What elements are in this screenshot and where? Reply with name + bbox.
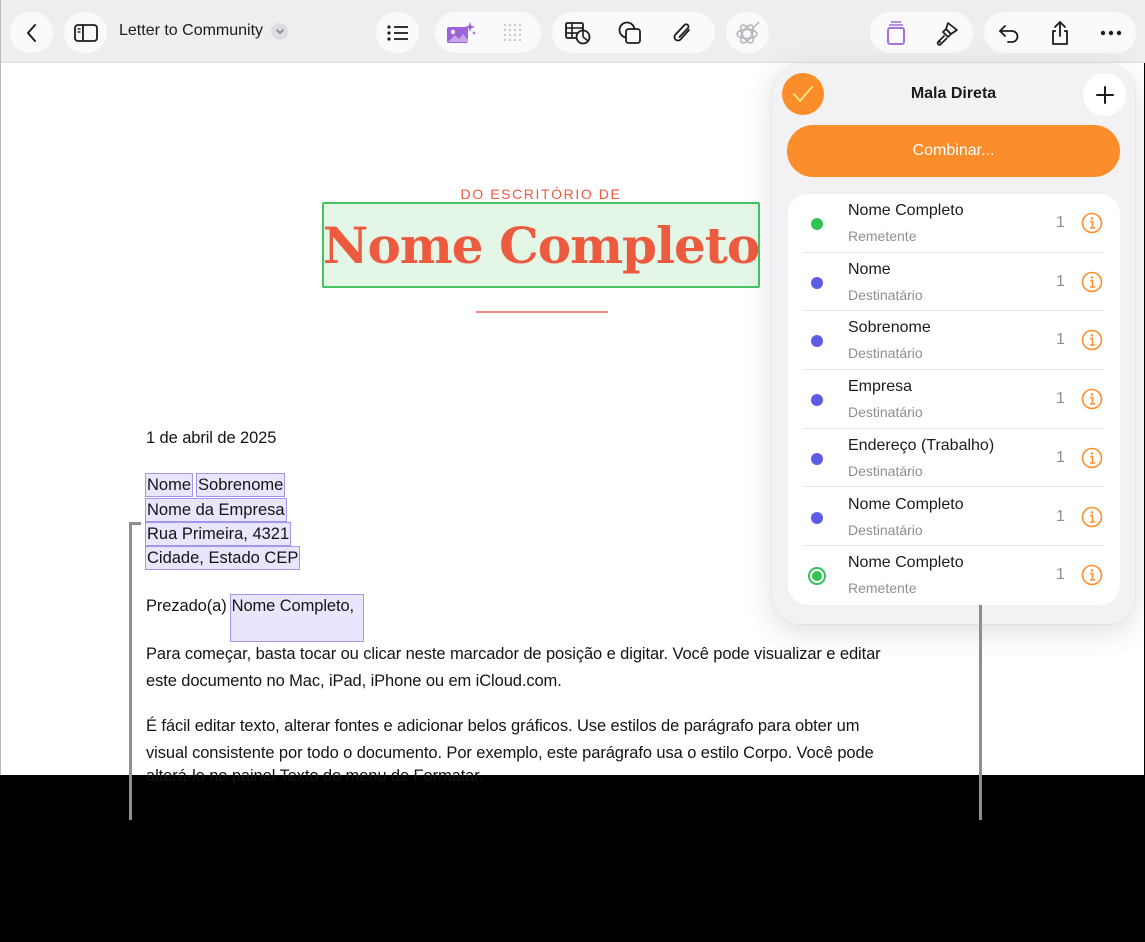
document-pages-icon <box>885 20 907 46</box>
sidebar-icon <box>73 23 99 43</box>
chevron-left-icon <box>25 23 39 43</box>
field-count: 1 <box>1056 272 1065 290</box>
back-button[interactable] <box>10 12 53 53</box>
field-source: Destinatário <box>848 345 923 362</box>
merge-field-last-name[interactable]: Sobrenome <box>196 473 285 497</box>
more-button[interactable] <box>1085 12 1136 53</box>
toolbar <box>1 0 1145 63</box>
list-bullet-icon <box>387 25 409 41</box>
field-name: Sobrenome <box>848 319 931 337</box>
field-source: Remetente <box>848 580 917 597</box>
writing-tools-button[interactable] <box>726 12 769 53</box>
list-button[interactable] <box>376 12 419 53</box>
letterhead-name: Nome Completo <box>322 215 760 275</box>
document-title: Letter to Community <box>119 22 264 39</box>
paragraph-intro-line-2: este documento no Mac, iPad, iPhone ou em iCloud.com. <box>146 671 562 690</box>
info-icon[interactable] <box>1081 212 1103 234</box>
paragraph-styles[interactable] <box>146 713 874 766</box>
field-source: Destinatário <box>848 404 923 421</box>
paragraph-intro-line-1: Para começar, basta tocar ou clicar neste marcador de posição e digitar. Você pode visualizar e editar <box>146 645 881 663</box>
info-icon[interactable] <box>1081 388 1103 410</box>
field-count: 1 <box>1056 214 1065 231</box>
callout-tick-left <box>129 522 141 525</box>
share-icon <box>1049 20 1071 46</box>
document-setup-button[interactable] <box>870 12 922 53</box>
letter-date[interactable]: 1 de abril de 2025 <box>146 429 277 447</box>
attachment-button[interactable] <box>656 12 708 53</box>
insert-group <box>552 12 715 53</box>
merge-field-full-name[interactable]: Nome Completo, <box>230 594 364 642</box>
letterhead-divider <box>476 311 608 313</box>
media-group <box>435 12 541 53</box>
format-button[interactable] <box>922 12 974 53</box>
address-line-name <box>145 473 285 497</box>
field-name: Endereço (Trabalho) <box>848 436 995 454</box>
field-name: Nome Completo <box>848 495 964 513</box>
field-count: 1 <box>1056 448 1065 466</box>
sidebar-toggle-button[interactable] <box>64 12 107 53</box>
field-color-dot-icon <box>811 453 823 465</box>
document-title-menu[interactable] <box>119 22 288 40</box>
callout-line-right <box>979 605 982 820</box>
image-playground-button[interactable] <box>435 12 487 53</box>
mail-merge-popover <box>772 64 1135 624</box>
plus-icon <box>1095 85 1115 105</box>
paragraph-intro[interactable] <box>146 641 881 694</box>
address-line-company <box>145 498 287 522</box>
field-color-dot-icon <box>808 567 826 585</box>
paragraph-styles-line-2: visual consistente por todo o documento. Por exemplo, este parágrafo usa o estilo Corpo. Você pode <box>146 743 874 762</box>
table-chart-icon <box>564 21 592 45</box>
field-color-dot-icon <box>811 335 823 347</box>
field-source: Destinatário <box>848 286 923 303</box>
field-color-dot-icon <box>811 218 823 230</box>
merge-field-row[interactable] <box>788 194 1120 253</box>
document-format-group <box>870 12 973 53</box>
popover-title: Mala Direta <box>910 85 997 102</box>
merge-field-row[interactable] <box>788 546 1120 605</box>
chevron-down-icon <box>271 23 288 40</box>
info-icon[interactable] <box>1081 329 1103 351</box>
field-count: 1 <box>1056 390 1065 408</box>
field-name: Nome Completo <box>848 554 964 572</box>
paragraph-styles-line-3: alterá-lo no painel Texto do menu de Formatar. <box>146 767 484 785</box>
info-icon[interactable] <box>1081 506 1103 528</box>
merge-field-first-name[interactable]: Nome <box>145 473 193 497</box>
undo-icon <box>997 23 1021 43</box>
letterhead-kicker: DO ESCRITÓRIO DE <box>460 186 622 202</box>
greeting-line <box>146 594 364 642</box>
field-color-dot-icon <box>811 394 823 406</box>
grid-button[interactable] <box>487 12 539 53</box>
merge-field-row[interactable] <box>788 253 1120 312</box>
paintbrush-icon <box>934 20 960 46</box>
dot-grid-icon <box>502 22 524 44</box>
address-line-street <box>145 522 291 546</box>
merge-field-city[interactable]: Cidade, Estado CEP <box>145 546 300 570</box>
field-color-dot-icon <box>811 277 823 289</box>
info-icon[interactable] <box>1081 447 1103 469</box>
merge-fields-list <box>788 194 1120 605</box>
image-sparkle-icon <box>445 20 477 46</box>
merge-button[interactable]: Combinar... <box>787 125 1120 177</box>
add-field-button[interactable] <box>1083 73 1126 116</box>
field-source: Destinatário <box>848 521 923 538</box>
address-line-city <box>145 546 300 570</box>
merge-field-street[interactable]: Rua Primeira, 4321 <box>145 522 291 546</box>
merge-field-row[interactable] <box>788 311 1120 370</box>
field-count: 1 <box>1056 507 1065 525</box>
merge-field-row[interactable] <box>788 488 1120 547</box>
merge-field-row[interactable] <box>788 370 1120 429</box>
field-count: 1 <box>1056 566 1065 584</box>
info-icon[interactable] <box>1081 271 1103 293</box>
field-source: Remetente <box>848 228 917 244</box>
share-button[interactable] <box>1035 12 1086 53</box>
table-chart-button[interactable] <box>552 12 604 53</box>
field-name: Nome <box>848 260 891 278</box>
undo-button[interactable] <box>984 12 1035 53</box>
field-count: 1 <box>1056 331 1065 349</box>
shape-icon <box>617 20 643 46</box>
info-icon[interactable] <box>1081 564 1103 586</box>
writing-tools-icon <box>734 19 762 47</box>
field-name: Empresa <box>848 378 913 396</box>
merge-field-company[interactable]: Nome da Empresa <box>145 498 287 522</box>
merge-field-row[interactable] <box>788 429 1120 488</box>
field-source: Destinatário <box>848 462 923 479</box>
field-name: Nome Completo <box>848 202 964 219</box>
sender-name-merge-field[interactable] <box>322 202 760 288</box>
ellipsis-icon <box>1100 30 1122 36</box>
paperclip-icon <box>670 20 694 46</box>
paragraph-styles-line-1: É fácil editar texto, alterar fontes e adicionar belos gráficos. Use estilos de parágrafo para obter um <box>146 717 860 735</box>
greeting-prefix: Prezado(a) <box>146 597 227 615</box>
field-color-dot-icon <box>811 512 823 524</box>
shape-button[interactable] <box>604 12 656 53</box>
actions-group <box>984 12 1136 53</box>
callout-line-left <box>129 522 132 820</box>
